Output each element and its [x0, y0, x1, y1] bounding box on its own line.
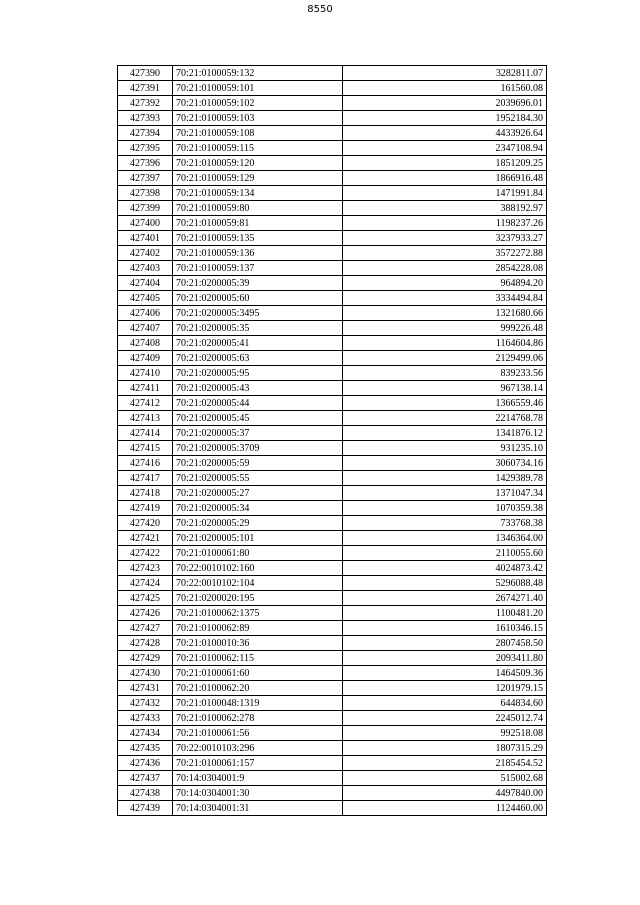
table-row: [118, 561, 547, 576]
cadastral-value-cell: 388192.97: [343, 201, 547, 216]
table-row: [118, 66, 547, 81]
cadastral-value-cell: 1366559.46: [343, 396, 547, 411]
cadastral-value-cell: 2093411.80: [343, 651, 547, 666]
cadastral-number-cell: 70:21:0100059:129: [173, 171, 343, 186]
cadastral-number-cell: 70:21:0200005:34: [173, 501, 343, 516]
row-number-cell: 427411: [118, 381, 173, 396]
row-number-cell: 427421: [118, 531, 173, 546]
cadastral-number-cell: 70:21:0100061:60: [173, 666, 343, 681]
row-number-cell: 427392: [118, 96, 173, 111]
table-row: [118, 801, 547, 816]
row-number-cell: 427390: [118, 66, 173, 81]
table-row: [118, 711, 547, 726]
table-row: [118, 336, 547, 351]
cadastral-number-cell: 70:21:0100062:89: [173, 621, 343, 636]
cadastral-value-cell: 1341876.12: [343, 426, 547, 441]
table-row: [118, 606, 547, 621]
row-number-cell: 427402: [118, 246, 173, 261]
cadastral-number-cell: 70:22:0010102:104: [173, 576, 343, 591]
cadastral-value-cell: 644834.60: [343, 696, 547, 711]
cadastral-value-cell: 4497840.00: [343, 786, 547, 801]
cadastral-number-cell: 70:21:0200005:63: [173, 351, 343, 366]
row-number-cell: 427412: [118, 396, 173, 411]
cadastral-number-cell: 70:21:0100010:36: [173, 636, 343, 651]
row-number-cell: 427407: [118, 321, 173, 336]
table-row: [118, 546, 547, 561]
table-row: [118, 471, 547, 486]
row-number-cell: 427429: [118, 651, 173, 666]
cadastral-value-cell: 1429389.78: [343, 471, 547, 486]
row-number-cell: 427414: [118, 426, 173, 441]
table-row: [118, 771, 547, 786]
cadastral-number-cell: 70:14:0304001:9: [173, 771, 343, 786]
table-row: [118, 621, 547, 636]
row-number-cell: 427404: [118, 276, 173, 291]
table-row: [118, 681, 547, 696]
row-number-cell: 427405: [118, 291, 173, 306]
cadastral-number-cell: 70:21:0100059:103: [173, 111, 343, 126]
row-number-cell: 427395: [118, 141, 173, 156]
cadastral-value-cell: 2854228.08: [343, 261, 547, 276]
cadastral-value-cell: 161560.08: [343, 81, 547, 96]
table-row: [118, 306, 547, 321]
cadastral-number-cell: 70:21:0100062:1375: [173, 606, 343, 621]
row-number-cell: 427428: [118, 636, 173, 651]
table-row: [118, 171, 547, 186]
cadastral-value-cell: 4433926.64: [343, 126, 547, 141]
row-number-cell: 427437: [118, 771, 173, 786]
table-row: [118, 381, 547, 396]
row-number-cell: 427424: [118, 576, 173, 591]
table-row: [118, 81, 547, 96]
row-number-cell: 427420: [118, 516, 173, 531]
table-row: [118, 186, 547, 201]
cadastral-number-cell: 70:21:0100059:120: [173, 156, 343, 171]
cadastral-value-cell: 1464509.36: [343, 666, 547, 681]
row-number-cell: 427430: [118, 666, 173, 681]
cadastral-number-cell: 70:22:0010102:160: [173, 561, 343, 576]
table-row: [118, 576, 547, 591]
table-row: [118, 726, 547, 741]
cadastral-value-cell: 967138.14: [343, 381, 547, 396]
cadastral-number-cell: 70:21:0200005:43: [173, 381, 343, 396]
cadastral-value-cell: 2110055.60: [343, 546, 547, 561]
row-number-cell: 427418: [118, 486, 173, 501]
row-number-cell: 427431: [118, 681, 173, 696]
cadastral-number-cell: 70:21:0200005:60: [173, 291, 343, 306]
cadastral-value-cell: 1321680.66: [343, 306, 547, 321]
row-number-cell: 427435: [118, 741, 173, 756]
row-number-cell: 427434: [118, 726, 173, 741]
cadastral-value-table: [117, 65, 547, 816]
row-number-cell: 427403: [118, 261, 173, 276]
cadastral-number-cell: 70:21:0100062:115: [173, 651, 343, 666]
cadastral-number-cell: 70:21:0100062:278: [173, 711, 343, 726]
cadastral-number-cell: 70:21:0100059:81: [173, 216, 343, 231]
row-number-cell: 427393: [118, 111, 173, 126]
row-number-cell: 427422: [118, 546, 173, 561]
cadastral-number-cell: 70:21:0100059:137: [173, 261, 343, 276]
cadastral-number-cell: 70:21:0200005:101: [173, 531, 343, 546]
row-number-cell: 427433: [118, 711, 173, 726]
table-row: [118, 396, 547, 411]
cadastral-number-cell: 70:21:0200005:95: [173, 366, 343, 381]
cadastral-value-cell: 2674271.40: [343, 591, 547, 606]
cadastral-number-cell: 70:21:0200005:39: [173, 276, 343, 291]
table-row: [118, 351, 547, 366]
cadastral-value-cell: 1164604.86: [343, 336, 547, 351]
table-row: [118, 756, 547, 771]
cadastral-value-cell: 1952184.30: [343, 111, 547, 126]
table-row: [118, 636, 547, 651]
table-row: [118, 591, 547, 606]
cadastral-value-cell: 515002.68: [343, 771, 547, 786]
cadastral-number-cell: 70:21:0200020:195: [173, 591, 343, 606]
cadastral-value-cell: 2807458.50: [343, 636, 547, 651]
table-row: [118, 456, 547, 471]
cadastral-value-cell: 839233.56: [343, 366, 547, 381]
cadastral-value-cell: 1100481.20: [343, 606, 547, 621]
table-row: [118, 786, 547, 801]
table-row: [118, 276, 547, 291]
table-row: [118, 231, 547, 246]
row-number-cell: 427409: [118, 351, 173, 366]
cadastral-number-cell: 70:21:0100059:135: [173, 231, 343, 246]
cadastral-value-cell: 1070359.38: [343, 501, 547, 516]
row-number-cell: 427397: [118, 171, 173, 186]
row-number-cell: 427401: [118, 231, 173, 246]
table-row: [118, 651, 547, 666]
cadastral-number-cell: 70:14:0304001:31: [173, 801, 343, 816]
row-number-cell: 427438: [118, 786, 173, 801]
cadastral-value-cell: 1807315.29: [343, 741, 547, 756]
row-number-cell: 427427: [118, 621, 173, 636]
row-number-cell: 427408: [118, 336, 173, 351]
cadastral-value-cell: 2129499.06: [343, 351, 547, 366]
table-row: [118, 486, 547, 501]
row-number-cell: 427416: [118, 456, 173, 471]
cadastral-number-cell: 70:21:0100059:80: [173, 201, 343, 216]
page-number: 8550: [307, 4, 333, 15]
table-row: [118, 111, 547, 126]
cadastral-value-cell: 1371047.34: [343, 486, 547, 501]
cadastral-number-cell: 70:21:0200005:27: [173, 486, 343, 501]
cadastral-number-cell: 70:21:0100059:115: [173, 141, 343, 156]
row-number-cell: 427432: [118, 696, 173, 711]
cadastral-number-cell: 70:21:0100059:102: [173, 96, 343, 111]
cadastral-value-cell: 3060734.16: [343, 456, 547, 471]
cadastral-value-cell: 1124460.00: [343, 801, 547, 816]
cadastral-number-cell: 70:21:0200005:44: [173, 396, 343, 411]
row-number-cell: 427426: [118, 606, 173, 621]
row-number-cell: 427423: [118, 561, 173, 576]
table-row: [118, 201, 547, 216]
cadastral-value-cell: 1471991.84: [343, 186, 547, 201]
cadastral-value-cell: 3572272.88: [343, 246, 547, 261]
cadastral-number-cell: 70:21:0100059:136: [173, 246, 343, 261]
cadastral-number-cell: 70:21:0200005:35: [173, 321, 343, 336]
cadastral-value-cell: 2185454.52: [343, 756, 547, 771]
cadastral-number-cell: 70:21:0200005:29: [173, 516, 343, 531]
row-number-cell: 427391: [118, 81, 173, 96]
cadastral-value-cell: 2245012.74: [343, 711, 547, 726]
cadastral-value-cell: 5296088.48: [343, 576, 547, 591]
row-number-cell: 427419: [118, 501, 173, 516]
cadastral-value-cell: 1198237.26: [343, 216, 547, 231]
row-number-cell: 427415: [118, 441, 173, 456]
table-row: [118, 246, 547, 261]
cadastral-number-cell: 70:21:0100059:134: [173, 186, 343, 201]
cadastral-value-cell: 1201979.15: [343, 681, 547, 696]
cadastral-number-cell: 70:21:0100059:108: [173, 126, 343, 141]
cadastral-value-cell: 999226.48: [343, 321, 547, 336]
row-number-cell: 427436: [118, 756, 173, 771]
cadastral-number-cell: 70:21:0100062:20: [173, 681, 343, 696]
table-row: [118, 156, 547, 171]
table-row: [118, 531, 547, 546]
row-number-cell: 427425: [118, 591, 173, 606]
table-row: [118, 366, 547, 381]
table-row: [118, 321, 547, 336]
cadastral-value-cell: 1610346.15: [343, 621, 547, 636]
cadastral-number-cell: 70:21:0200005:41: [173, 336, 343, 351]
row-number-cell: 427400: [118, 216, 173, 231]
cadastral-number-cell: 70:21:0100061:157: [173, 756, 343, 771]
cadastral-value-cell: 3282811.07: [343, 66, 547, 81]
cadastral-number-cell: 70:21:0200005:55: [173, 471, 343, 486]
cadastral-number-cell: 70:21:0100059:101: [173, 81, 343, 96]
cadastral-number-cell: 70:21:0100061:80: [173, 546, 343, 561]
cadastral-value-cell: 2039696.01: [343, 96, 547, 111]
cadastral-value-cell: 4024873.42: [343, 561, 547, 576]
cadastral-value-cell: 2214768.78: [343, 411, 547, 426]
cadastral-value-cell: 931235.10: [343, 441, 547, 456]
row-number-cell: 427417: [118, 471, 173, 486]
cadastral-value-cell: 1346364.00: [343, 531, 547, 546]
cadastral-number-cell: 70:21:0200005:3495: [173, 306, 343, 321]
table-row: [118, 96, 547, 111]
table-row: [118, 261, 547, 276]
row-number-cell: 427410: [118, 366, 173, 381]
table-row: [118, 141, 547, 156]
row-number-cell: 427398: [118, 186, 173, 201]
cadastral-value-cell: 3334494.84: [343, 291, 547, 306]
table-row: [118, 426, 547, 441]
row-number-cell: 427394: [118, 126, 173, 141]
table-row: [118, 411, 547, 426]
cadastral-number-cell: 70:21:0200005:37: [173, 426, 343, 441]
cadastral-value-cell: 1851209.25: [343, 156, 547, 171]
table-row: [118, 696, 547, 711]
table-row: [118, 666, 547, 681]
cadastral-number-cell: 70:21:0100059:132: [173, 66, 343, 81]
table-row: [118, 501, 547, 516]
cadastral-number-cell: 70:21:0200005:45: [173, 411, 343, 426]
cadastral-value-cell: 3237933.27: [343, 231, 547, 246]
table-row: [118, 126, 547, 141]
cadastral-number-cell: 70:22:0010103:296: [173, 741, 343, 756]
row-number-cell: 427413: [118, 411, 173, 426]
table-row: [118, 441, 547, 456]
row-number-cell: 427396: [118, 156, 173, 171]
table-body: [118, 66, 547, 816]
cadastral-number-cell: 70:21:0200005:3709: [173, 441, 343, 456]
cadastral-number-cell: 70:21:0100048:1319: [173, 696, 343, 711]
row-number-cell: 427439: [118, 801, 173, 816]
cadastral-number-cell: 70:21:0100061:56: [173, 726, 343, 741]
cadastral-value-cell: 992518.08: [343, 726, 547, 741]
table-row: [118, 216, 547, 231]
table-row: [118, 516, 547, 531]
row-number-cell: 427399: [118, 201, 173, 216]
cadastral-value-cell: 2347108.94: [343, 141, 547, 156]
cadastral-number-cell: 70:21:0200005:59: [173, 456, 343, 471]
cadastral-value-cell: 964894.20: [343, 276, 547, 291]
cadastral-value-cell: 1866916.48: [343, 171, 547, 186]
table-row: [118, 741, 547, 756]
table-row: [118, 291, 547, 306]
cadastral-value-cell: 733768.38: [343, 516, 547, 531]
cadastral-number-cell: 70:14:0304001:30: [173, 786, 343, 801]
row-number-cell: 427406: [118, 306, 173, 321]
